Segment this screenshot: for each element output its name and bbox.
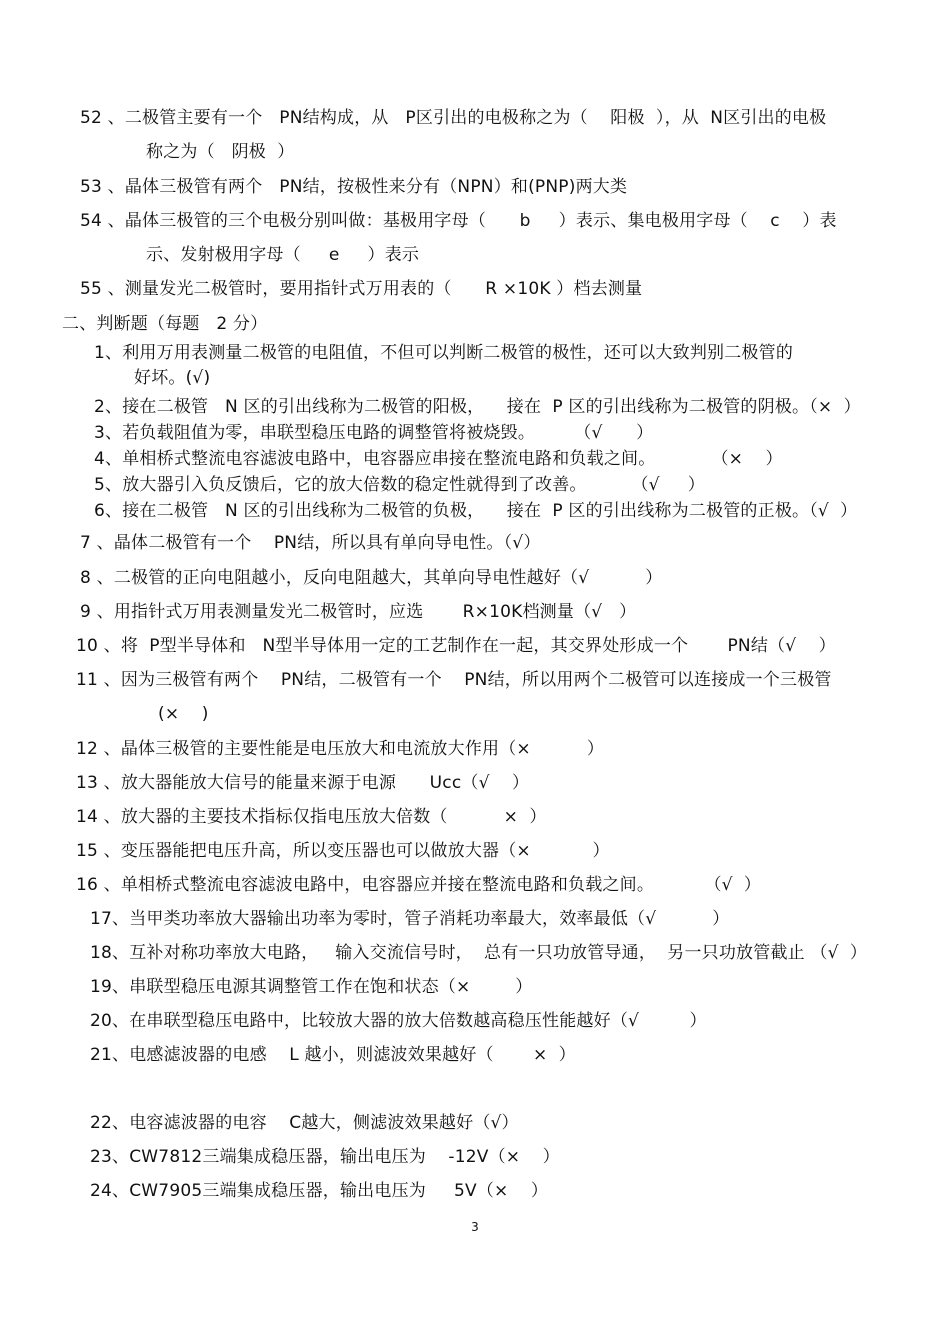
text-line: 示、发射极用字母（ e ）表示	[146, 245, 420, 265]
text-line: 19、串联型稳压电源其调整管工作在饱和状态（× ）	[90, 977, 533, 997]
text-line: 1、利用万用表测量二极管的电阻值，不但可以判断二极管的极性，还可以大致判别二极管的	[94, 343, 794, 363]
text-line: 7 、晶体二极管有一个 PN结，所以具有单向导电性。（√）	[80, 533, 541, 553]
text-line: (× )	[158, 704, 209, 724]
text-line: 22、电容滤波器的电容 C越大，侧滤波效果越好（√）	[90, 1113, 519, 1133]
text-line: 2、接在二极管 N 区的引出线称为二极管的阳极， 接在 P 区的引出线称为二极管的阴极。（× ）	[94, 397, 861, 417]
text-line: 称之为（ 阴极 ）	[146, 142, 295, 162]
text-line: 11 、因为三极管有两个 PN结，二极管有一个 PN结，所以用两个二极管可以连接成一个三极管	[76, 670, 832, 690]
text-line: 12 、晶体三极管的主要性能是电压放大和电流放大作用（× ）	[76, 739, 605, 759]
text-line: 好坏。(√)	[134, 368, 211, 388]
text-line: 10 、将 P型半导体和 N型半导体用一定的工艺制作在一起，其交界处形成一个 PN结（√ ）	[76, 636, 836, 656]
text-line: 20、在串联型稳压电路中，比较放大器的放大倍数越高稳压性能越好（√ ）	[90, 1011, 707, 1031]
text-line: 17、当甲类功率放大器输出功率为零时，管子消耗功率最大，效率最低（√ ）	[90, 909, 730, 929]
text-line: 5、放大器引入负反馈后，它的放大倍数的稳定性就得到了改善。 （√ ）	[94, 475, 705, 495]
text-line: 9 、用指针式万用表测量发光二极管时，应选 R×10K档测量（√ ）	[80, 602, 637, 622]
text-line: 21、电感滤波器的电感 L 越小，则滤波效果越好（ × ）	[90, 1045, 576, 1065]
section-heading: 二、判断题（每题 2 分）	[62, 314, 268, 334]
text-line: 3、若负载阻值为零，串联型稳压电路的调整管将被烧毁。 （√ ）	[94, 423, 654, 443]
page-number: 3	[471, 1220, 479, 1234]
text-line: 55 、测量发光二极管时，要用指针式万用表的（ R ×10K ）档去测量	[80, 279, 643, 299]
text-line: 16 、单相桥式整流电容滤波电路中，电容器应并接在整流电路和负载之间。 （√ ）	[76, 875, 762, 895]
text-line: 6、接在二极管 N 区的引出线称为二极管的负极， 接在 P 区的引出线称为二极管的正极。（√ ）	[94, 501, 858, 521]
text-line: 23、CW7812三端集成稳压器，输出电压为 -12V（× ）	[90, 1147, 560, 1167]
text-line: 8 、二极管的正向电阻越小，反向电阻越大，其单向导电性越好（√ ）	[80, 568, 663, 588]
text-line: 54 、晶体三极管的三个电极分别叫做：基极用字母（ b ）表示、集电极用字母（ c ）表	[80, 211, 837, 231]
text-line: 13 、放大器能放大信号的能量来源于电源 Ucc（√ ）	[76, 773, 530, 793]
text-line: 24、CW7905三端集成稳压器，输出电压为 5V（× ）	[90, 1181, 549, 1201]
text-line: 4、单相桥式整流电容滤波电路中，电容器应串接在整流电路和负载之间。 （× ）	[94, 449, 783, 469]
text-line: 14 、放大器的主要技术指标仅指电压放大倍数（ × ）	[76, 807, 547, 827]
text-line: 53 、晶体三极管有两个 PN结，按极性来分有（NPN）和(PNP)两大类	[80, 177, 628, 197]
text-line: 52 、二极管主要有一个 PN结构成，从 P区引出的电极称之为（ 阳极 ），从 N区引出的电极	[80, 108, 827, 128]
text-line: 18、互补对称功率放大电路， 输入交流信号时， 总有一只功放管导通， 另一只功放管截止 （√ ）	[90, 943, 868, 963]
text-line: 15 、变压器能把电压升高，所以变压器也可以做放大器（× ）	[76, 841, 610, 861]
